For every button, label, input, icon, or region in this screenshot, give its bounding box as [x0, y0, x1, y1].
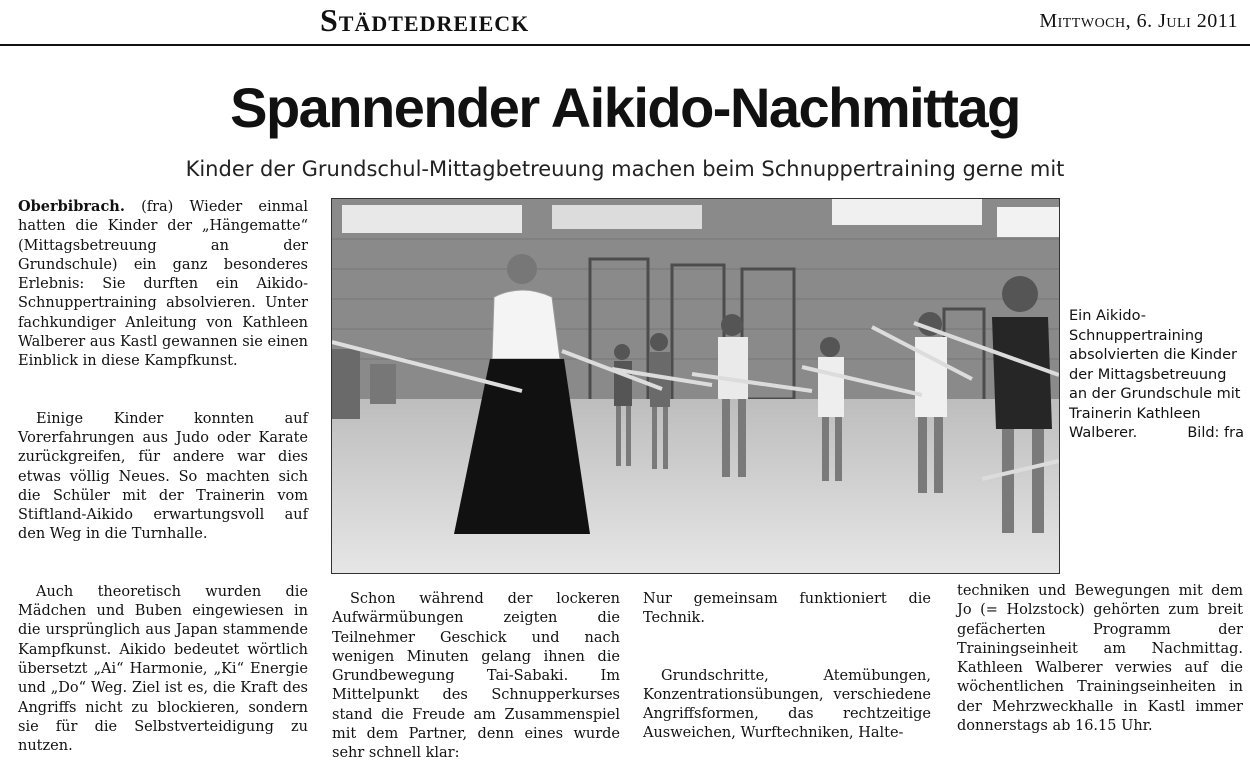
column-3 [643, 590, 931, 763]
column-4 [957, 582, 1243, 755]
paragraph-1-text: (fra) Wieder einmal hatten die Kinder der „Hängematte“ (Mittagsbetreuung an der Grundschule) ein ganz besonderes Erlebnis: Sie durften ein Aikido-Schnuppertraining absolvieren. Unter fachkundiger Anleitung von Kathleen Walberer aus Kastl gewannen sie einen Einblick in diese Kampfkunst. [18, 199, 308, 370]
headline: Spannender Aikido-Nachmittag [230, 76, 1020, 139]
aikido-training-photo [332, 199, 1059, 573]
paragraph-2: Einige Kinder konnten auf Vorerfahrungen aus Judo oder Karate zurückgreifen, für andere war dies etwas völlig Neues. So machten sich die Schüler mit der Trainerin vom Stiftland-Aikido erwartungsvoll auf den Weg in die Turnhalle. [18, 410, 308, 543]
column-1 [18, 197, 308, 775]
paragraph-6-part-2: techniken und Bewegungen mit dem Jo (= Holzstock) gehörten zum breit gefächerten Programm der Trainingseinheit am Nachmittag. Kathleen Walberer verwies auf die wöchentlichen Trainingseinheiten in der Mehrzweckhalle in Kastl immer donnerstags ab 16.15 Uhr. [957, 583, 1243, 735]
caption-text: Ein Aikido-Schnuppertraining absolvierten die Kinder der Mittagsbetreuung an der Grundschule mit Trainerin Kathleen Walberer. [1069, 308, 1241, 441]
masthead-date: Mittwoch, 6. Juli 2011 [1039, 10, 1238, 32]
paragraph-3: Auch theoretisch wurden die Mädchen und Buben eingewiesen in die ursprünglich aus Japan stammende Kampfkunst. Aikido bedeutet wörtlich übersetzt „Ai“ Harmonie, „Ki“ Energie und „Do“ Weg. Ziel ist es, die Kraft des Angriffs nicht zu blockieren, sondern sie für die Selbstverteidigung zu nutzen. [18, 583, 308, 755]
photo-credit: Bild: fra [1187, 425, 1244, 441]
paragraph-5: Nur gemeinsam funktioniert die Technik. [643, 591, 931, 627]
masthead-rule [0, 44, 1250, 46]
paragraph-6-part-1: Grundschritte, Atemübungen, Konzentrationsübungen, verschiedene Angriffsformen, das rechtzeitige Ausweichen, Wurftechniken, Halte- [643, 667, 931, 742]
photo-caption [1069, 307, 1244, 444]
article-photo [331, 198, 1060, 574]
subheadline: Kinder der Grundschul-Mittagbetreuung machen beim Schnuppertraining gerne mit [185, 157, 1065, 181]
paragraph-1 [18, 197, 308, 372]
paragraph-4: Schon während der lockeren Aufwärmübungen zeigten die Teilnehmer Geschick und nach wenigen Minuten gelang ihnen die Grundbewegung Tai-Sabaki. Im Mittelpunkt des Schnupperkurses stand die Freude am Zusammenspiel mit dem Partner, denn eines wurde sehr schnell klar: [332, 591, 620, 762]
dateline: Oberbibrach. [18, 198, 125, 215]
column-2 [332, 590, 620, 783]
masthead-section: Städtedreieck [320, 2, 530, 38]
